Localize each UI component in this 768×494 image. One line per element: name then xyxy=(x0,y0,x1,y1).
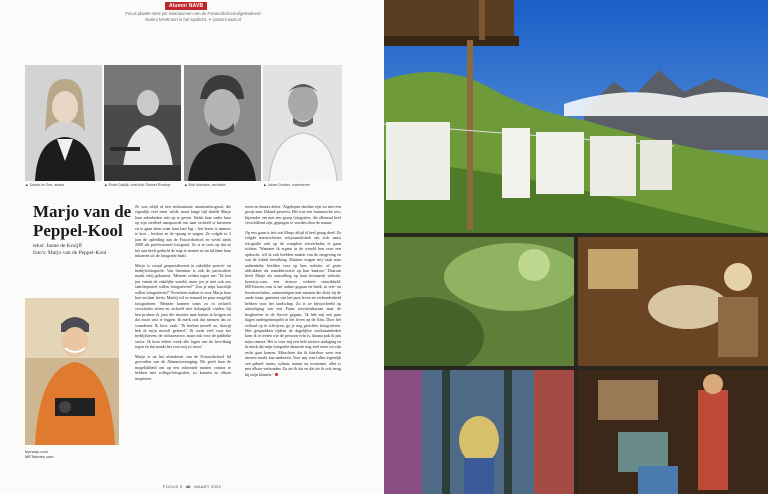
article-column-2 xyxy=(245,204,341,381)
triangle-icon: ▲ xyxy=(184,183,189,187)
person-portrait-icon xyxy=(25,65,102,181)
alpine-landscape-icon xyxy=(384,0,768,233)
portrait-caption: ▲ Sanne ter Zee, auteur xyxy=(25,183,65,187)
article-column-1 xyxy=(135,204,231,385)
triangle-icon: ▲ xyxy=(25,183,30,187)
issue-month: MAART 2020 xyxy=(194,484,222,489)
dairy-interior-icon xyxy=(578,237,768,366)
page-footer xyxy=(0,484,384,489)
website-link[interactable]: bymarjo.com xyxy=(25,449,48,454)
web-links xyxy=(25,449,53,459)
magazine-name: FOCUS 3 xyxy=(162,484,183,489)
section-intro: Focus plaatst eens per kwartaal een van de Fotoacdschool-afgestudeerd Alumni NAVB kort in het spotlicht. ✦ (alumni.navb.nl xyxy=(125,11,261,22)
kitchen-interior-icon xyxy=(578,370,768,494)
alpine-laundry-photo xyxy=(384,0,768,233)
chef-portrait-icon xyxy=(104,65,181,181)
portrait-photo-entrepreneur xyxy=(263,65,342,181)
article-title: Marjo van de Peppel-Kool xyxy=(33,202,132,240)
author-photo xyxy=(25,298,119,445)
portrait-caption: ▲ Johan Donker, onderneme xyxy=(263,183,310,187)
paragraph: Ze was altijd al een enthousiaste amateurfotograaf, die eigenlijk veel meer wilde, maar lange tijd durfde Marjo haar zekerheden niet op te geven. Nadat haar vader haar op zijn sterfbed aanspoorde om naar zichzelf te luisteren en te gaan doen waar haar hart ligt – het leven is immers te kort – besloot ze de sprong te wagen. Ze volgde in 3 jaar de opleiding aan de Fotoacdschool en werkt sinds 2008 als professioneel fotograaf. Ze is er trots op dat ze het aan heeft gedurfd de stap te nemen en nu fulltime haar inkomen uit de fotografie haalt. xyxy=(135,204,231,259)
portrait-caption: ▲ Erwin Dadijk, chef-kok Gannet Rooftop xyxy=(104,183,171,187)
triangle-icon: ▲ xyxy=(104,183,109,187)
website-link[interactable]: METstories.com xyxy=(25,454,54,459)
cheese-dairy-photo xyxy=(578,237,768,366)
triangle-icon: ▲ xyxy=(263,183,268,187)
milking-stall-icon xyxy=(384,370,574,494)
mountain-meadow-photo xyxy=(384,237,574,366)
paragraph: Op reis gaan is iets wat Marjo altijd al heel graag deed. Ze volgde masterclasses reisjournalistiek om zich naast fotografie ook op de complete reisverhalen te gaan richten. 'Wanneer ik ergens in de wereld ben voor een opdracht, wil ik ook beelden maken van de omgeving en van de lokale bevolking. Klanten vragen mij vaak naar authentieke beelden voor op hun website, of grote afdrukken als wanddecoratie op hun kantoor.' Daarom heeft Marjo als aanvulling op haar bestaande website, bymarjo.com, een nieuwe website ontwikkeld: METstories.com is net online gegaan en biedt, in reis- en levensverhalen, ontmoetingen met mensen die dicht bij de aarde staan, genieten van het pure leven en verbondenheid hebben voor het landschap. Zo is ze bijvoorbeeld op uitnodiging van een Frans toeristenbureau naar de bergboeren in de Savoie gegaan. 'Ik heb mij een paar dagen ondergedompeld in het leven op de Alm. Door het verhaal op te schrijven, ga je nog gerichter fotograferen. Met gesprekken tijdens de dagelijkse werkzaamheden kom ik te weten wie de persoon echt is, daarna pak ik pas mijn camera. Het is voor mij een hele nieuwe uitdaging en ik merk dat mijn fotografie daarmee nog veel meer tot zijn recht gaat komen. Misschien dat ik hierdoor weer een nieuwe markt kan aanboren. Voor mij voert alles eigenlijk een geheel: mens, cultuur, natuur en economie, alles is met elkaar verbonden. Zo zie ik dat en dat zie ik ook terug bij mijn klanten.' xyxy=(245,229,341,377)
man-portrait-icon xyxy=(184,65,261,181)
right-page xyxy=(384,0,768,494)
meadow-icon xyxy=(384,237,574,366)
article-credits: tekst: Janne de Kruijff foto's: Marjo van de Peppel-Kool xyxy=(33,243,107,256)
milking-stall-photo xyxy=(384,370,574,494)
portrait-photo-author xyxy=(25,65,102,181)
man-portrait-icon xyxy=(263,65,342,181)
portrait-caption: ▲ Bob Manders, architect xyxy=(184,183,226,187)
paragraph: Marjo is na het afstuderen van de Fotoacdschool lid geworden van de Alumnivereniging. Dit geeft haar de mogelijkheid om op een informele manier contact te hebben met collega-fotografen, zo kunnen ze elkaar inspireren xyxy=(135,353,231,381)
paragraph: Marjo is vooral gespecialiseerd in zakelijke portret- en bedrijfsfotografie. Van literatuur is ook de particuliere markt erbij gekomen. 'Mensen zeiden tegen me: "Ik ken jou vanuit de zakelijke wereld, maar jou je niet ook ons familieportret willen fotograferen?" Zou je mijn huwelijk willen fotograferen?" Portretten maken is voor Marjo haar kort en haar leven. Marbij wil ze iemand zo puur mogelijk fotograferen. 'Mensen kunnen soms zo in zichzelf verscholen zitten en zichzelf niet belangrijk vinden; bij hen probeer ik juist die emoties naar buiten te krijgen en dat mooi vast te leggen. Ik merk ook dat mensen dat zo waarderen. Ik hoor vaak: "Ik herken mezelf zo, doorjij heb ik mijn mezelf geleerd." Ik werk veel voor het bedrijfsleven, de cultuursector, maar ook voor de publieke sector. Ik kom iedere week alle lagen van de bevolking tegen en dat maakt het voor mij zo mooi.' xyxy=(135,262,231,350)
end-mark-icon xyxy=(275,373,278,376)
section-badge: Alumni NAVB xyxy=(165,2,207,10)
photographer-portrait-icon xyxy=(25,298,119,445)
page-number: 46 xyxy=(185,484,191,489)
paragraph: reren en kennis delen. 'Afgelopen oktober zijn we met een groep naar IJsland geweest. Het was een fantastische reis; bijzonder om met een groep fotografen, die allemaal heel verschillend zijn, gepingen te worden door de natuur.' xyxy=(245,204,341,226)
portrait-photo-chef xyxy=(104,65,181,181)
portrait-photo-architect xyxy=(184,65,261,181)
cheesemaker-kitchen-photo xyxy=(578,370,768,494)
